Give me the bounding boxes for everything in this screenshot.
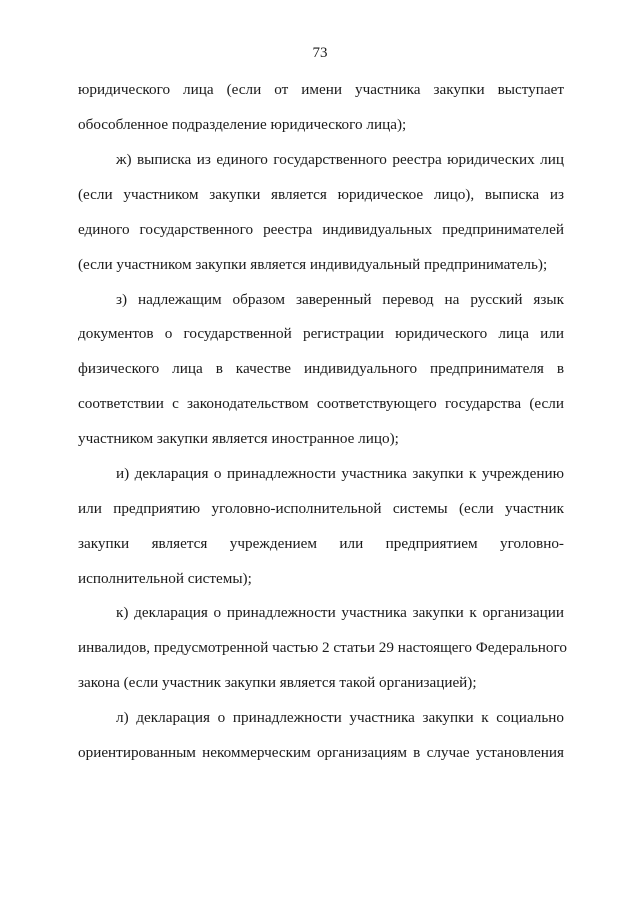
text-line: соответствии с законодательством соответствующего государства (если bbox=[78, 395, 564, 412]
text-line: закупки является учреждением или предприятием уголовно- bbox=[78, 535, 564, 552]
text-line: физического лица в качестве индивидуального предпринимателя в bbox=[78, 360, 564, 377]
text-line: юридического лица (если от имени участника закупки выступает bbox=[78, 81, 564, 98]
text-line: закона (если участник закупки является такой организацией); bbox=[78, 674, 477, 691]
text-line: исполнительной системы); bbox=[78, 570, 252, 587]
text-line: (если участником закупки является индивидуальный предприниматель); bbox=[78, 256, 548, 273]
text-line: ж) выписка из единого государственного реестра юридических лиц bbox=[116, 151, 564, 168]
text-line: участником закупки является иностранное лицо); bbox=[78, 430, 399, 447]
text-line: л) декларация о принадлежности участника закупки к социально bbox=[116, 709, 564, 726]
text-line: единого государственного реестра индивидуальных предпринимателей bbox=[78, 221, 564, 238]
text-line: обособленное подразделение юридического лица); bbox=[78, 116, 407, 133]
text-line: (если участником закупки является юридическое лицо), выписка из bbox=[78, 186, 564, 203]
text-line: ориентированным некоммерческим организациям в случае установления bbox=[78, 744, 564, 761]
text-line: инвалидов, предусмотренной частью 2 статьи 29 настоящего Федерального bbox=[78, 639, 567, 656]
text-line: или предприятию уголовно-исполнительной системы (если участник bbox=[78, 500, 564, 517]
text-line: и) декларация о принадлежности участника закупки к учреждению bbox=[116, 465, 564, 482]
text-line: к) декларация о принадлежности участника закупки к организации bbox=[116, 604, 564, 621]
page-number: 73 bbox=[312, 45, 328, 61]
text-line: документов о государственной регистрации юридического лица или bbox=[78, 325, 564, 342]
text-line: з) надлежащим образом заверенный перевод на русский язык bbox=[116, 291, 564, 308]
